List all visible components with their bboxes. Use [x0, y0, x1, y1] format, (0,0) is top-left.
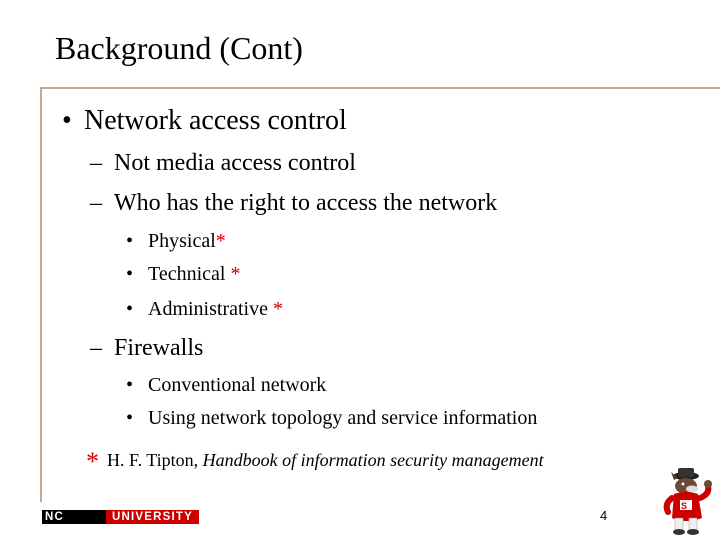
item-topology	[126, 405, 537, 431]
logo-university: UNIVERSITY	[106, 510, 199, 524]
item-physical	[126, 228, 226, 254]
item-text: Physical	[148, 230, 216, 252]
asterisk-mark: *	[215, 230, 226, 252]
item-text: Conventional network	[148, 374, 327, 396]
item-administrative	[126, 296, 283, 322]
title-rule	[40, 87, 720, 89]
bullet-dot: •	[62, 105, 72, 136]
item-technical	[126, 261, 240, 287]
bullet-dot: •	[126, 298, 134, 320]
sub-item-text: Firewalls	[114, 335, 204, 361]
svg-text:S: S	[681, 501, 688, 511]
item-text: Using network topology and service information	[148, 407, 538, 429]
footnote-prefix: H. F. Tipton,	[107, 450, 203, 470]
footnote-asterisk: *	[86, 447, 99, 476]
slide-title: Background (Cont)	[55, 30, 303, 66]
item-conventional	[126, 372, 326, 398]
item-text: Technical	[148, 263, 231, 285]
sub-item-media	[90, 148, 356, 178]
footnote-book-title: Handbook of information security management	[202, 450, 544, 470]
dash-marker: –	[90, 335, 102, 361]
ncsu-logo	[42, 510, 199, 537]
sub-item-text: Not media access control	[114, 150, 356, 176]
bullet-network-access	[62, 104, 347, 138]
logo-nc-state: NC STATE	[42, 510, 106, 524]
bullet-dot: •	[126, 407, 134, 429]
sub-item-who	[90, 188, 497, 218]
sub-item-text: Who has the right to access the network	[114, 190, 498, 216]
sub-item-firewalls	[90, 333, 203, 363]
footnote	[86, 447, 544, 475]
bullet-dot: •	[126, 263, 134, 285]
page-number: 4	[600, 508, 608, 523]
asterisk-mark: *	[272, 298, 283, 320]
asterisk-mark: *	[230, 263, 241, 285]
dash-marker: –	[90, 190, 102, 216]
wolf-mascot-icon	[662, 466, 714, 536]
dash-marker: –	[90, 150, 102, 176]
bullet-text: Network access control	[84, 105, 347, 136]
bullet-dot: •	[126, 374, 134, 396]
bullet-dot: •	[126, 230, 134, 252]
left-rule	[40, 87, 42, 502]
item-text: Administrative	[148, 298, 273, 320]
